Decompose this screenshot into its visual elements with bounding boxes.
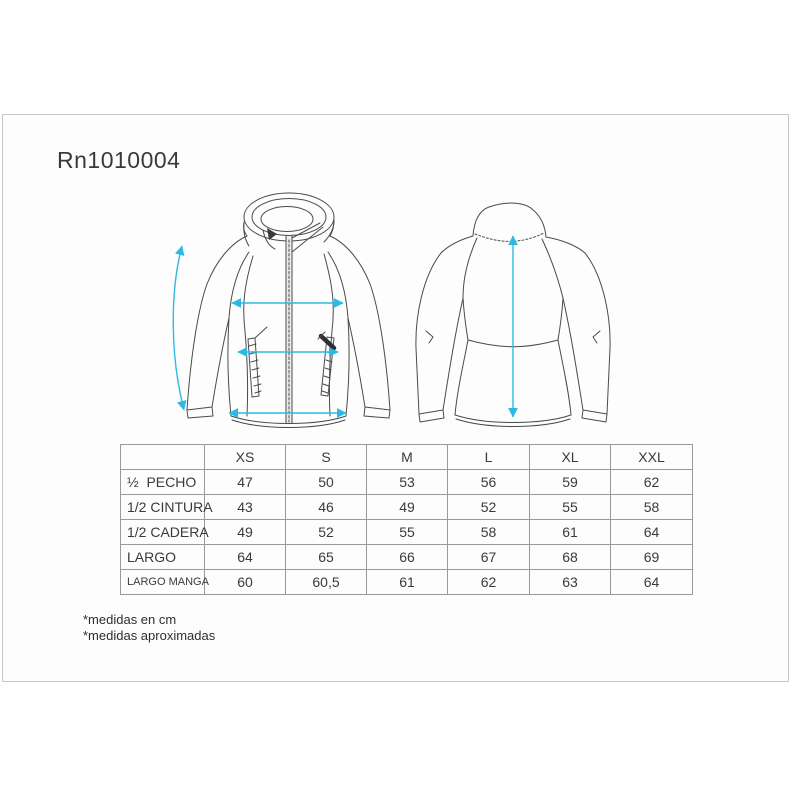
- measurement-value: 64: [611, 570, 693, 595]
- measurement-value: 53: [367, 470, 448, 495]
- measurement-label: LARGO: [121, 545, 205, 570]
- jacket-front-outline: [187, 193, 390, 428]
- size-column-header: M: [367, 445, 448, 470]
- measurement-value: 61: [530, 520, 611, 545]
- measurement-value: 64: [205, 545, 286, 570]
- front-measure-arrows: [173, 246, 346, 413]
- measurement-value: 55: [367, 520, 448, 545]
- footnotes: [83, 612, 215, 644]
- product-code-title: Rn1010004: [57, 147, 181, 173]
- measurement-label: 1/2 CADERA: [121, 520, 205, 545]
- measurement-value: 64: [611, 520, 693, 545]
- measurement-value: 47: [205, 470, 286, 495]
- measurement-value: 69: [611, 545, 693, 570]
- jacket-front-drawing: [171, 186, 411, 436]
- size-table-head: [121, 445, 693, 470]
- measurement-value: 46: [286, 495, 367, 520]
- measurement-value: 52: [286, 520, 367, 545]
- left-pocket-zip: [248, 327, 267, 397]
- size-column-header: L: [448, 445, 530, 470]
- measurement-label: 1/2 CINTURA: [121, 495, 205, 520]
- measurement-value: 58: [448, 520, 530, 545]
- size-column-header: XS: [205, 445, 286, 470]
- size-column-header: XL: [530, 445, 611, 470]
- measurement-value: 61: [367, 570, 448, 595]
- measurement-value: 63: [530, 570, 611, 595]
- size-table-header-row: [121, 445, 693, 470]
- measurement-value: 58: [611, 495, 693, 520]
- content-panel: [2, 114, 789, 682]
- measurement-value: 49: [367, 495, 448, 520]
- measurement-value: 52: [448, 495, 530, 520]
- measurement-label: ½ PECHO: [121, 470, 205, 495]
- measurement-value: 62: [611, 470, 693, 495]
- measurement-value: 67: [448, 545, 530, 570]
- measurement-value: 50: [286, 470, 367, 495]
- measurement-value: 59: [530, 470, 611, 495]
- size-table-row: [121, 545, 693, 570]
- measurement-label: LARGO MANGA: [121, 570, 205, 595]
- size-table-row: [121, 495, 693, 520]
- size-table-row: [121, 520, 693, 545]
- size-column-header: S: [286, 445, 367, 470]
- size-table-row: [121, 570, 693, 595]
- size-table-row: [121, 470, 693, 495]
- measurement-value: 62: [448, 570, 530, 595]
- measurement-value: 43: [205, 495, 286, 520]
- measurement-value: 60,5: [286, 570, 367, 595]
- size-table: [120, 444, 693, 595]
- measurement-value: 60: [205, 570, 286, 595]
- measurement-value: 66: [367, 545, 448, 570]
- footnote-units: *medidas en cm: [83, 612, 177, 627]
- size-table-body: [121, 470, 693, 595]
- sleeve-length-arrow: [173, 246, 184, 410]
- size-column-header: XXL: [611, 445, 693, 470]
- size-table-corner-cell: [121, 445, 205, 470]
- measurement-value: 65: [286, 545, 367, 570]
- measurement-value: 49: [205, 520, 286, 545]
- measurement-value: 55: [530, 495, 611, 520]
- jacket-back-drawing: [411, 186, 651, 436]
- footnote-approx: *medidas aproximadas: [83, 628, 216, 643]
- measurement-value: 56: [448, 470, 530, 495]
- measurement-value: 68: [530, 545, 611, 570]
